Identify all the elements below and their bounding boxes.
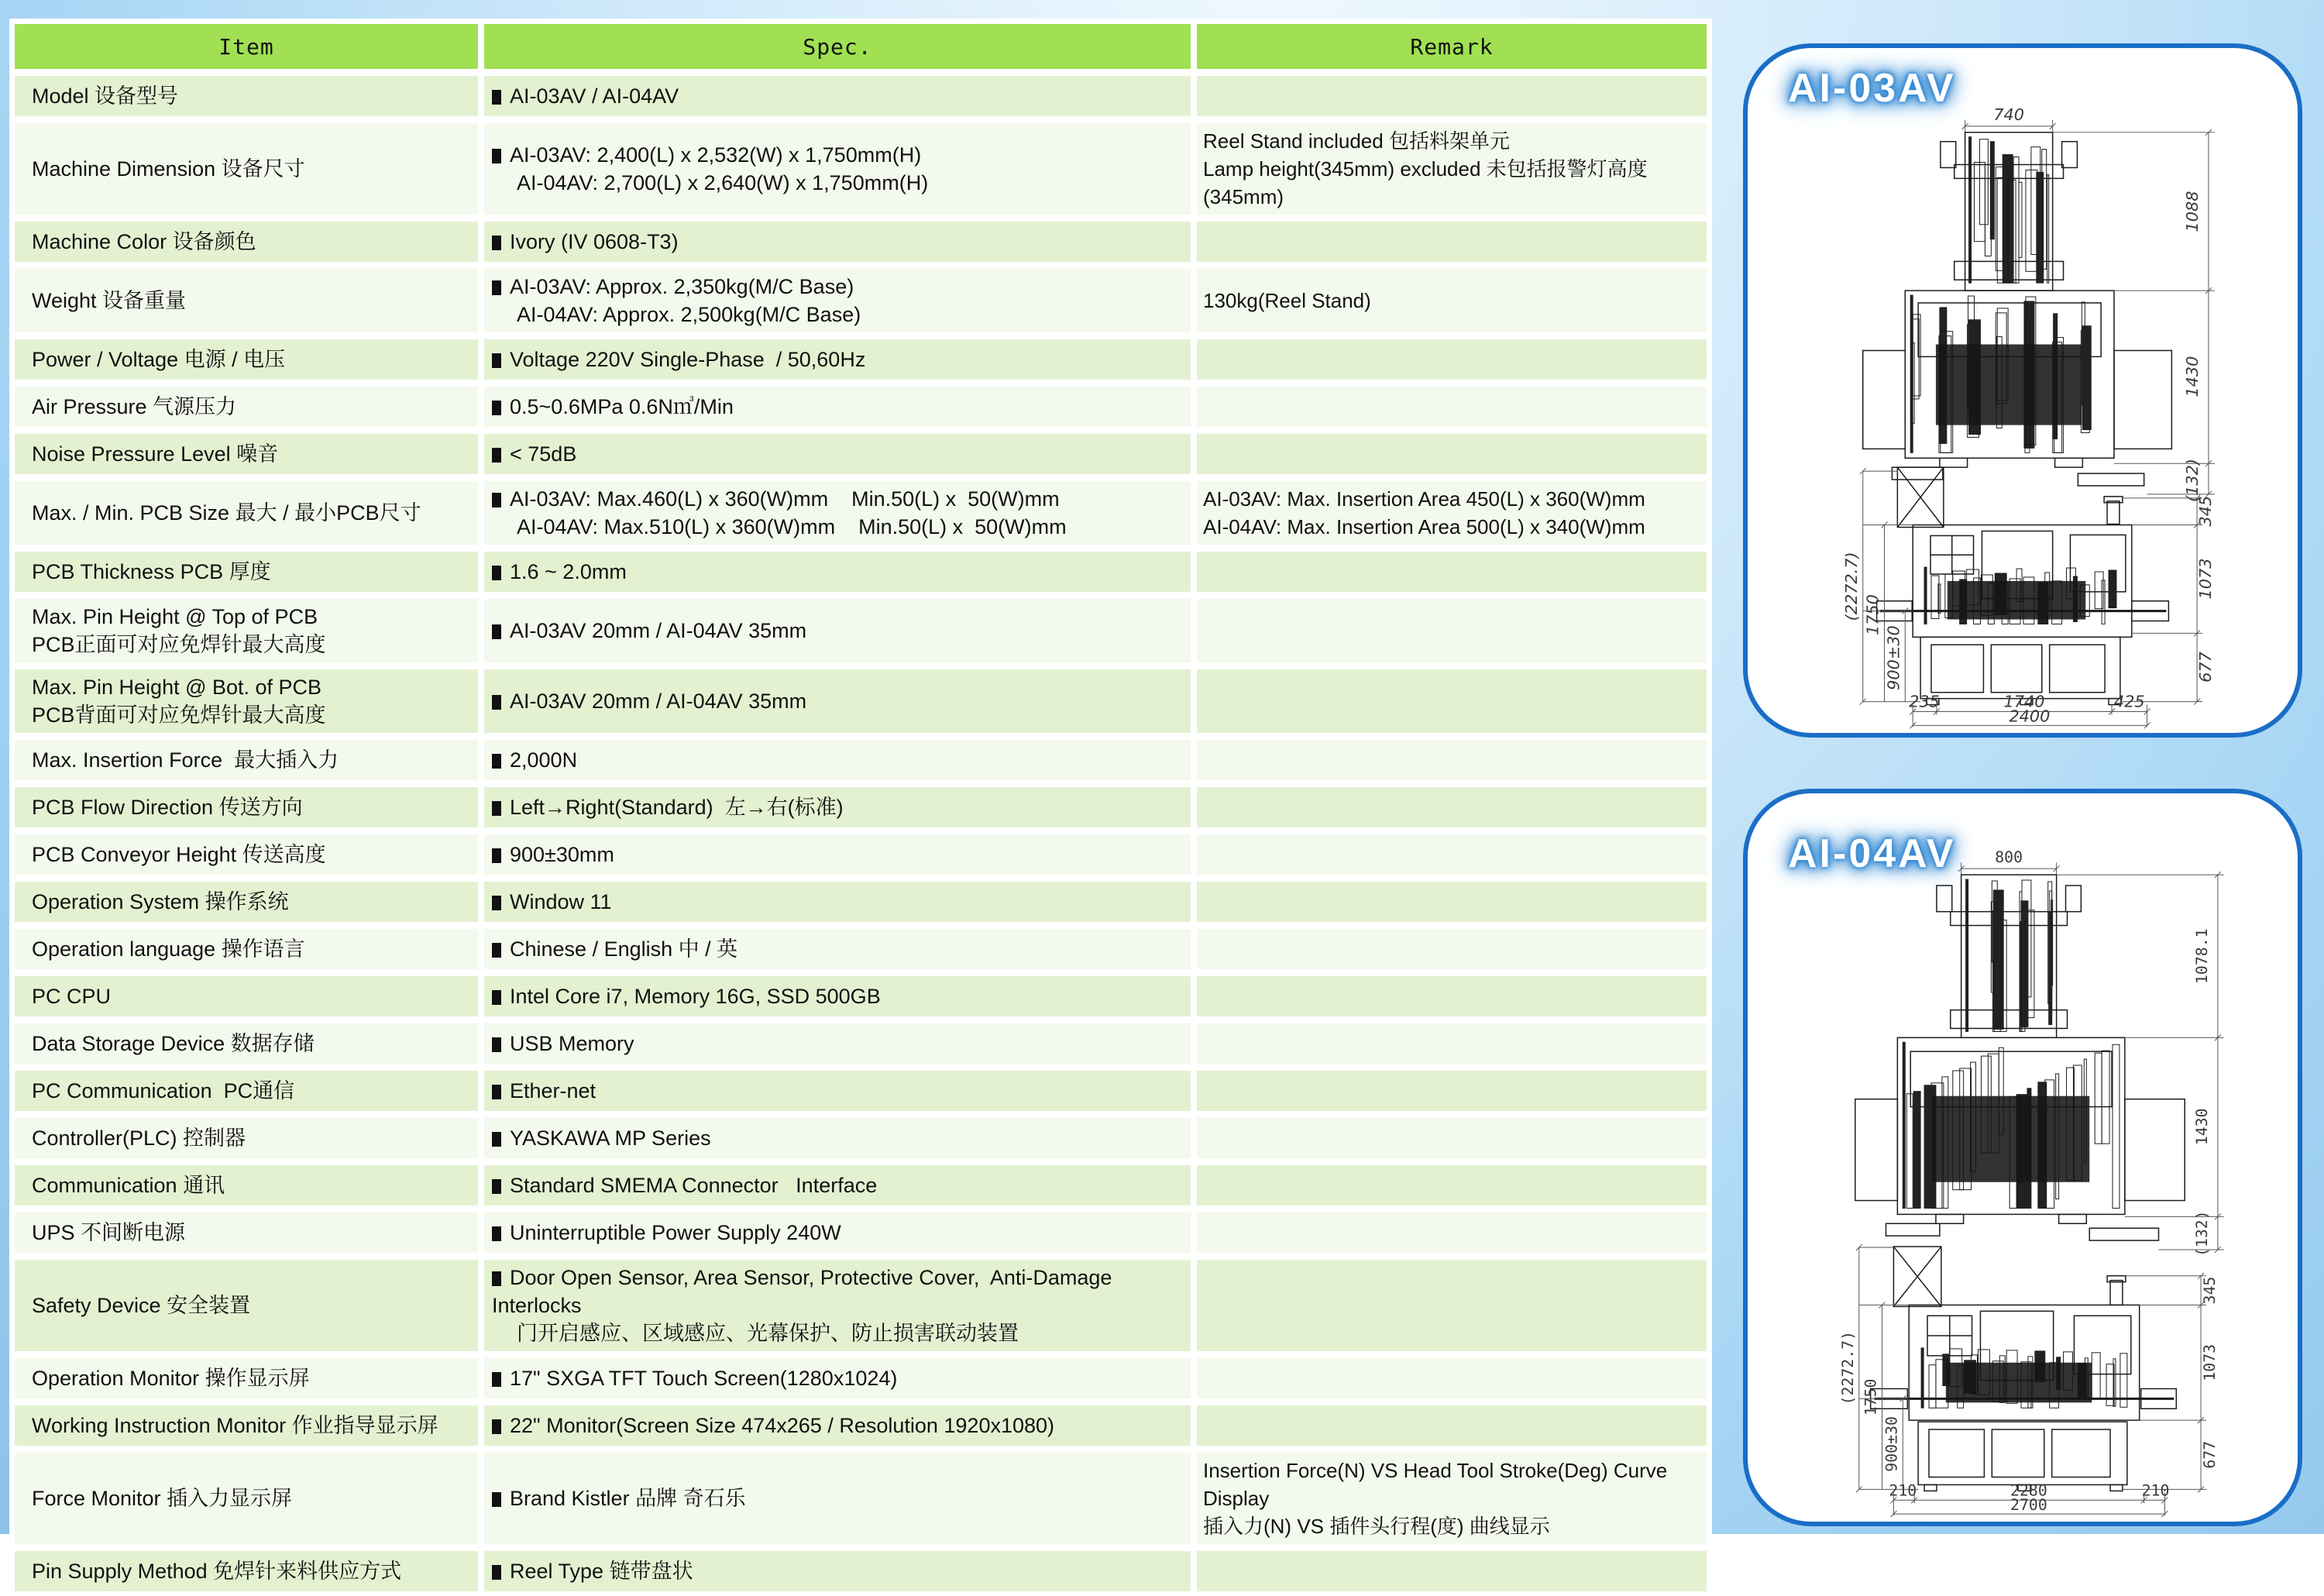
spec-text: AI-04AV: 2,700(L) x 2,640(W) x 1,750mm(H) [517,171,929,194]
spec-text: AI-04AV: Max.510(L) x 360(W)mm Min.50(L) x 50(W)mm [517,515,1067,538]
bullet-icon [492,448,501,463]
remark-cell [1197,599,1707,662]
bullet-icon [492,801,501,816]
table-row [15,1212,1707,1253]
item-cell [15,1453,478,1544]
dim-label: 677 [2200,1440,2219,1469]
table-row [15,222,1707,262]
spec-text: 17" SXGA TFT Touch Screen(1280x1024) [492,1364,1191,1392]
item-cell [15,787,478,827]
spec-text: Left→Right(Standard) 左→右(标准) [492,793,1191,821]
item-text: Controller(PLC) 控制器 [32,1126,246,1150]
remark-cell [1197,976,1707,1016]
item-cell [15,1405,478,1446]
table-row [15,1165,1707,1206]
dim-label: (132) [2183,459,2202,503]
bullet-icon [492,990,501,1005]
spec-cell [484,387,1191,427]
item-text: Max. / Min. PCB Size 最大 / 最小PCB尺寸 [32,501,421,525]
remark-cell [1197,669,1707,733]
item-cell [15,1023,478,1064]
bullet-icon [492,848,501,863]
bullet-icon [492,353,501,368]
spec-cell [484,1165,1191,1206]
bullet-icon [492,943,501,958]
dim-label: 1430 [2192,1108,2211,1146]
item-text: Machine Dimension 设备尺寸 [32,157,305,181]
spec-text: Brand Kistler 品牌 奇石乐 [492,1484,1191,1512]
dim-label: 210 [1889,1481,1917,1500]
dim-label: 425 [2113,692,2145,711]
remark-cell [1197,1118,1707,1158]
dim-label: 2700 [2010,1496,2047,1515]
model-label-ai04av: AI-04AV [1788,831,1956,876]
spec-cell [484,976,1191,1016]
spec-text: Intel Core i7, Memory 16G, SSD 500GB [492,982,1191,1010]
item-cell [15,1260,478,1351]
spec-text: Chinese / English 中 / 英 [492,935,1191,963]
table-row [15,976,1707,1016]
bullet-icon [492,1085,501,1099]
remark-cell [1197,1453,1707,1544]
spec-text: < 75dB [492,440,1191,468]
spec-text: Standard SMEMA Connector Interface [492,1171,1191,1199]
table-row [15,787,1707,827]
item-text: Data Storage Device 数据存储 [32,1032,315,1055]
item-cell [15,434,478,474]
remark-cell [1197,834,1707,875]
spec-cell [484,222,1191,262]
dim-label: 900±30 [1884,625,1903,690]
item-text: Operation System 操作系统 [32,890,289,913]
bullet-icon [492,149,501,163]
dim-label: 2280 [2010,1481,2047,1500]
item-cell [15,1071,478,1111]
dim-label: 1073 [2195,558,2215,600]
dim-label: 1078.1 [2192,928,2211,985]
item-text: Operation language 操作语言 [32,937,305,961]
dim-label: 345 [2200,1276,2219,1305]
bullet-icon [492,280,501,295]
drawing-panel-ai03av [1743,43,2302,738]
spec-cell [484,669,1191,733]
table-row [15,481,1707,545]
spec-text: AI-03AV: 2,400(L) x 2,532(W) x 1,750mm(H) [492,141,1191,169]
spec-cell [484,740,1191,780]
table-row [15,1071,1707,1111]
remark-cell [1197,552,1707,592]
remark-cell [1197,269,1707,332]
table-row [15,669,1707,733]
remark-cell [1197,1212,1707,1253]
spec-cell [484,929,1191,969]
table-row [15,1118,1707,1158]
table-row [15,339,1707,380]
bullet-icon [492,1179,501,1194]
item-text: PC CPU [32,985,112,1008]
dim-label: 800 [1995,848,2023,867]
bullet-icon [492,1372,501,1387]
table-row [15,123,1707,215]
spec-cell [484,269,1191,332]
bullet-icon [492,896,501,910]
remark-text: Insertion Force(N) VS Head Tool Stroke(Deg) Curve Display [1203,1459,1673,1510]
table-row [15,76,1707,116]
spec-text: AI-03AV: Approx. 2,350kg(M/C Base) [492,273,1191,301]
bullet-icon [492,493,501,507]
remark-cell [1197,882,1707,922]
remark-cell [1197,1551,1707,1591]
item-text: Working Instruction Monitor 作业指导显示屏 [32,1414,438,1437]
item-cell [15,1551,478,1591]
item-cell [15,1358,478,1398]
dim-label: 1750 [1862,1378,1880,1416]
table-row [15,1358,1707,1398]
item-cell [15,123,478,215]
spec-cell [484,76,1191,116]
item-text: Air Pressure 气源压力 [32,395,237,418]
item-text: PCB Thickness PCB 厚度 [32,560,271,583]
item-cell [15,834,478,875]
remark-cell [1197,76,1707,116]
table-row [15,1023,1707,1064]
bullet-icon [492,566,501,580]
item-cell [15,740,478,780]
table-row [15,387,1707,427]
remark-text: Reel Stand included 包括料架单元 [1203,129,1510,153]
dim-label: 210 [2141,1481,2170,1500]
bullet-icon [492,90,501,105]
dim-label: 677 [2195,652,2215,683]
table-row [15,1453,1707,1544]
table-row [15,740,1707,780]
bullet-icon [492,1565,501,1580]
spec-text: AI-03AV 20mm / AI-04AV 35mm [492,687,1191,715]
dim-label: 1740 [2003,692,2045,711]
spec-cell [484,834,1191,875]
spec-text: YASKAWA MP Series [492,1124,1191,1152]
spec-text: Ivory (IV 0608-T3) [492,228,1191,256]
spec-cell [484,1118,1191,1158]
item-text: Safety Device 安全装置 [32,1294,251,1317]
item-text: Max. Pin Height @ Top of PCB [32,605,318,628]
item-text: PCB正面可对应免焊针最大高度 [32,633,326,656]
item-cell [15,387,478,427]
spec-text: Uninterruptible Power Supply 240W [492,1219,1191,1247]
spec-text: AI-03AV 20mm / AI-04AV 35mm [492,617,1191,645]
spec-cell [484,339,1191,380]
bullet-icon [492,754,501,769]
remark-cell [1197,222,1707,262]
item-cell [15,599,478,662]
dim-label: 235 [1909,692,1940,711]
item-text: Communication 通讯 [32,1174,225,1197]
spec-text: Voltage 220V Single-Phase / 50,60Hz [492,346,1191,373]
item-text: Force Monitor 插入力显示屏 [32,1487,293,1510]
table-row [15,929,1707,969]
remark-cell [1197,123,1707,215]
spec-text: 1.6 ~ 2.0mm [492,558,1191,586]
bullet-icon [492,1492,501,1507]
spec-cell [484,599,1191,662]
spec-text: Door Open Sensor, Area Sensor, Protective Cover, Anti-Damage Interlocks [492,1266,1118,1317]
column-header-item: Item [15,24,478,69]
item-text: Model 设备型号 [32,84,179,108]
spec-cell [484,1405,1191,1446]
spec-text: AI-03AV: Max.460(L) x 360(W)mm Min.50(L) x 50(W)mm [492,485,1191,513]
item-text: Max. Insertion Force 最大插入力 [32,748,339,772]
item-cell [15,976,478,1016]
remark-cell [1197,1071,1707,1111]
remark-text: AI-03AV: Max. Insertion Area 450(L) x 360(W)mm [1203,487,1645,511]
table-row [15,552,1707,592]
item-cell [15,481,478,545]
spec-cell [484,1212,1191,1253]
remark-text: Lamp height(345mm) excluded 未包括报警灯高度(345mm) [1203,157,1648,208]
item-text: Noise Pressure Level 噪音 [32,442,279,466]
spec-text: 900±30mm [492,841,1191,869]
table-row [15,599,1707,662]
table-row [15,834,1707,875]
bullet-icon [492,624,501,639]
bullet-icon [492,695,501,710]
remark-cell [1197,1165,1707,1206]
model-label-ai03av: AI-03AV [1788,66,1956,111]
item-text: Weight 设备重量 [32,289,187,312]
spec-cell [484,434,1191,474]
spec-cell [484,1551,1191,1591]
bullet-icon [492,401,501,415]
item-cell [15,882,478,922]
spec-table [9,19,1712,1596]
bullet-icon [492,236,501,250]
spec-table-body [15,76,1707,1591]
remark-text: 130kg(Reel Stand) [1203,289,1371,312]
spec-cell [484,1071,1191,1111]
remark-cell [1197,787,1707,827]
table-row [15,269,1707,332]
item-text: Machine Color 设备颜色 [32,230,256,253]
remark-cell [1197,1358,1707,1398]
spec-cell [484,1023,1191,1064]
bullet-icon [492,1132,501,1147]
item-text: PCB Flow Direction 传送方向 [32,796,303,819]
remark-text: AI-04AV: Max. Insertion Area 500(L) x 340(W)mm [1203,515,1645,538]
spec-text: 门开启感应、区域感应、光幕保护、防止损害联动装置 [517,1322,1019,1345]
dim-label: 1088 [2183,191,2202,232]
technical-drawing-ai03av [1748,48,2298,733]
item-text: Max. Pin Height @ Bot. of PCB [32,676,322,699]
spec-text: Window 11 [492,888,1191,916]
remark-cell [1197,481,1707,545]
remark-cell [1197,339,1707,380]
dim-label: 740 [1993,105,2025,124]
item-cell [15,269,478,332]
table-row [15,1260,1707,1351]
item-text: UPS 不间断电源 [32,1221,186,1244]
remark-cell [1197,929,1707,969]
remark-cell [1197,740,1707,780]
spec-text: Reel Type 链带盘状 [492,1557,1191,1585]
dim-label: (2272.7) [1841,552,1861,621]
item-cell [15,929,478,969]
item-cell [15,339,478,380]
column-header-remark: Remark [1197,24,1707,69]
column-header-spec: Spec. [484,24,1191,69]
item-cell [15,222,478,262]
spec-cell [484,787,1191,827]
remark-cell [1197,1023,1707,1064]
item-cell [15,669,478,733]
remark-text: 插入力(N) VS 插件头行程(度) 曲线显示 [1203,1515,1550,1538]
spec-text: 22" Monitor(Screen Size 474x265 / Resolution 1920x1080) [492,1412,1191,1439]
table-row [15,882,1707,922]
item-cell [15,1118,478,1158]
dim-label: (2272.7) [1838,1330,1857,1405]
spec-cell [484,1453,1191,1544]
spec-cell [484,481,1191,545]
item-cell [15,1165,478,1206]
bullet-icon [492,1419,501,1434]
table-row [15,1405,1707,1446]
spec-text: AI-03AV / AI-04AV [492,82,1191,110]
table-row [15,434,1707,474]
dim-label: 1430 [2183,356,2202,397]
spec-cell [484,123,1191,215]
dim-label: (132) [2192,1210,2211,1257]
remark-cell [1197,387,1707,427]
item-text: PCB背面可对应免焊针最大高度 [32,703,326,727]
item-text: PC Communication PC通信 [32,1079,295,1102]
remark-cell [1197,434,1707,474]
item-cell [15,1212,478,1253]
spec-text: 2,000N [492,746,1191,774]
bullet-icon [492,1271,501,1286]
dim-label: 2400 [2009,707,2051,726]
technical-drawing-ai04av [1748,793,2298,1522]
dim-label: 345 [2195,495,2215,527]
item-text: Pin Supply Method 免焊针来料供应方式 [32,1560,402,1583]
bullet-icon [492,1226,501,1241]
spec-cell [484,882,1191,922]
dim-label: 900±30 [1882,1416,1901,1472]
remark-cell [1197,1260,1707,1351]
bullet-icon [492,1037,501,1052]
spec-cell [484,1358,1191,1398]
table-header-row [15,24,1707,69]
table-row [15,1551,1707,1591]
item-text: Power / Voltage 电源 / 电压 [32,348,286,371]
spec-cell [484,1260,1191,1351]
item-cell [15,552,478,592]
spec-text: Ether-net [492,1077,1191,1105]
dim-label: 1750 [1863,594,1882,636]
spec-text: USB Memory [492,1030,1191,1058]
item-text: Operation Monitor 操作显示屏 [32,1367,310,1390]
drawing-panel-ai04av [1743,789,2302,1526]
spec-text: AI-04AV: Approx. 2,500kg(M/C Base) [517,303,861,326]
spec-text: 0.5~0.6MPa 0.6N㎥/Min [492,393,1191,421]
spec-cell [484,552,1191,592]
remark-cell [1197,1405,1707,1446]
dim-label: 1073 [2200,1343,2219,1381]
item-text: PCB Conveyor Height 传送高度 [32,843,326,866]
item-cell [15,76,478,116]
